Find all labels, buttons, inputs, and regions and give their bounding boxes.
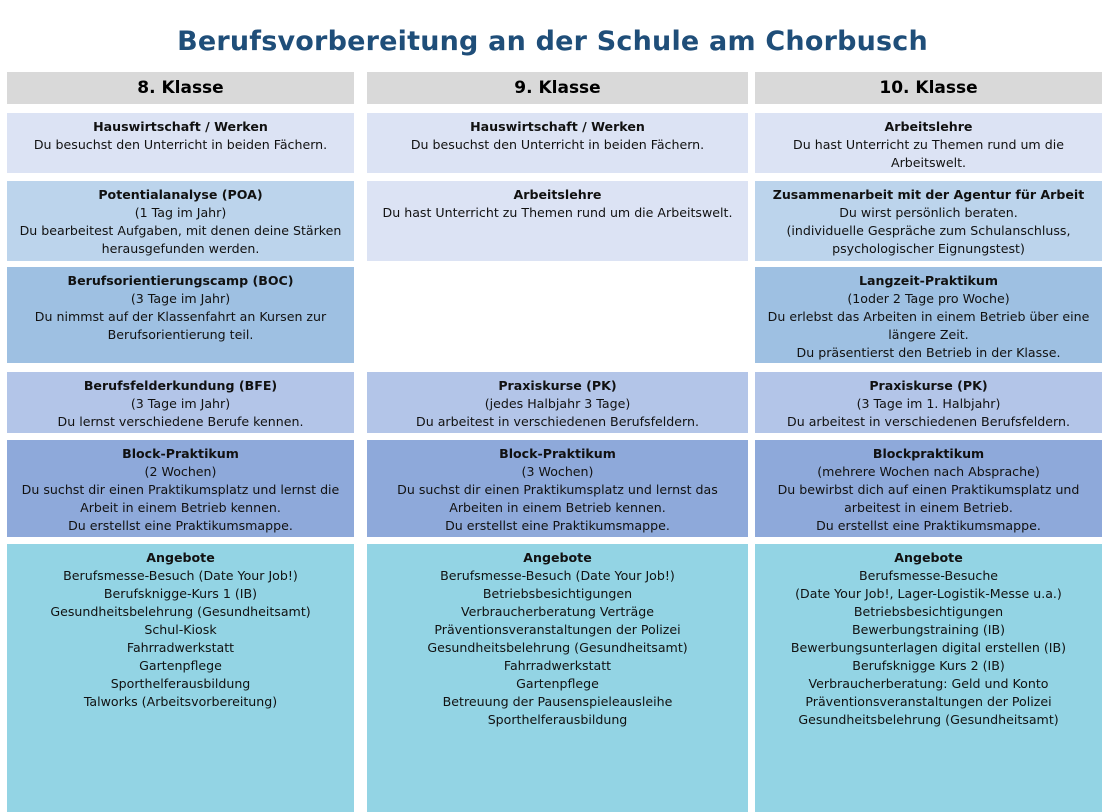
table-cell xyxy=(367,544,748,812)
cell-line: (individuelle Gespräche zum Schulanschluss, xyxy=(786,223,1071,238)
page-title: Berufsvorbereitung an der Schule am Chorbusch xyxy=(177,26,928,57)
cell-title: Praxiskurse (PK) xyxy=(498,378,617,393)
cell-line: Betriebsbesichtigungen xyxy=(482,586,633,601)
table-cell xyxy=(367,113,748,173)
cell-line: Verbraucherberatung: Geld und Konto xyxy=(808,676,1049,691)
cell-title: Block-Praktikum xyxy=(122,446,239,461)
column-header: 10. Klasse xyxy=(755,72,1102,104)
cell-line: Bewerbungsunterlagen digital erstellen (IB) xyxy=(790,640,1067,655)
table-cell xyxy=(755,372,1102,433)
cell-line: Berufsorientierung teil. xyxy=(107,327,254,342)
cell-line: Du bearbeitest Aufgaben, mit denen deine Stärken xyxy=(19,223,342,238)
cell-line: Gesundheitsbelehrung (Gesundheitsamt) xyxy=(798,712,1059,727)
cell-title: Angebote xyxy=(894,550,963,565)
cell-line: Du suchst dir einen Praktikumsplatz und lernst die xyxy=(21,482,340,497)
cell-line: Arbeit in einem Betrieb kennen. xyxy=(80,500,281,515)
cell-title: Langzeit-Praktikum xyxy=(858,273,999,288)
cell-title: Angebote xyxy=(523,550,592,565)
cell-line: Berufsmesse-Besuch (Date Your Job!) xyxy=(440,568,675,583)
cell-line: Berufsmesse-Besuche xyxy=(858,568,999,583)
cell-line: Gartenpflege xyxy=(139,658,222,673)
table-cell xyxy=(755,440,1102,537)
table-cell xyxy=(755,113,1102,173)
cell-line: Du hast Unterricht zu Themen rund um die Arbeitswelt. xyxy=(382,205,733,220)
cell-line: (3 Tage im Jahr) xyxy=(130,396,231,411)
cell-line: Fahrradwerkstatt xyxy=(503,658,612,673)
cell-line: Du präsentierst den Betrieb in der Klasse. xyxy=(796,345,1061,360)
cell-line: Du nimmst auf der Klassenfahrt an Kursen zur xyxy=(34,309,327,324)
cell-line: (1oder 2 Tage pro Woche) xyxy=(847,291,1010,306)
cell-line: Du arbeitest in verschiedenen Berufsfeldern. xyxy=(787,414,1070,429)
cell-line: Du wirst persönlich beraten. xyxy=(839,205,1018,220)
table-cell xyxy=(367,440,748,537)
cell-title: Berufsorientierungscamp (BOC) xyxy=(67,273,294,288)
cell-line: Verbraucherberatung Verträge xyxy=(461,604,654,619)
cell-line: Gesundheitsbelehrung (Gesundheitsamt) xyxy=(50,604,311,619)
cell-line: (3 Tage im 1. Halbjahr) xyxy=(856,396,1001,411)
cell-line: herausgefunden werden. xyxy=(101,241,260,256)
cell-line: Präventionsveranstaltungen der Polizei xyxy=(805,694,1052,709)
cell-title: Block-Praktikum xyxy=(499,446,616,461)
cell-line: (1 Tag im Jahr) xyxy=(134,205,227,220)
cell-line: Du erlebst das Arbeiten in einem Betrieb über eine xyxy=(767,309,1090,324)
cell-title: Berufsfelderkundung (BFE) xyxy=(83,378,278,393)
column-header: 9. Klasse xyxy=(367,72,748,104)
cell-title: Angebote xyxy=(146,550,215,565)
cell-line: Arbeitswelt. xyxy=(890,155,967,170)
table-cell xyxy=(7,372,354,433)
cell-line: Berufsknigge-Kurs 1 (IB) xyxy=(103,586,258,601)
cell-line: (mehrere Wochen nach Absprache) xyxy=(817,464,1040,479)
cell-line: Du arbeitest in verschiedenen Berufsfeldern. xyxy=(416,414,699,429)
cell-line: Arbeiten in einem Betrieb kennen. xyxy=(449,500,666,515)
table-cell xyxy=(7,440,354,537)
cell-line: Du erstellst eine Praktikumsmappe. xyxy=(816,518,1041,533)
cell-title: Praxiskurse (PK) xyxy=(869,378,988,393)
table-cell-empty xyxy=(367,267,748,363)
cell-line: Gesundheitsbelehrung (Gesundheitsamt) xyxy=(427,640,688,655)
cell-line: (3 Tage im Jahr) xyxy=(130,291,231,306)
table-cell xyxy=(7,181,354,261)
table-cell xyxy=(7,267,354,363)
cell-line: Gartenpflege xyxy=(516,676,599,691)
table-cell xyxy=(7,544,354,812)
cell-title: Hauswirtschaft / Werken xyxy=(470,119,645,134)
cell-line: Du erstellst eine Praktikumsmappe. xyxy=(68,518,293,533)
cell-title: Arbeitslehre xyxy=(884,119,973,134)
cell-title: Hauswirtschaft / Werken xyxy=(93,119,268,134)
cell-line: Bewerbungstraining (IB) xyxy=(851,622,1006,637)
cell-line: Betreuung der Pausenspieleausleihe xyxy=(442,694,673,709)
cell-line: Talworks (Arbeitsvorbereitung) xyxy=(83,694,278,709)
cell-line: Fahrradwerkstatt xyxy=(126,640,235,655)
cell-title: Arbeitslehre xyxy=(513,187,602,202)
cell-line: Du erstellst eine Praktikumsmappe. xyxy=(445,518,670,533)
table-cell xyxy=(755,267,1102,363)
cell-line: Du lernst verschiedene Berufe kennen. xyxy=(57,414,304,429)
cell-line: Sporthelferausbildung xyxy=(110,676,251,691)
cell-title: Zusammenarbeit mit der Agentur für Arbeit xyxy=(772,187,1085,202)
cell-line: Du besuchst den Unterricht in beiden Fächern. xyxy=(410,137,705,152)
cell-line: psychologischer Eignungstest) xyxy=(832,241,1025,256)
table-cell xyxy=(367,372,748,433)
cell-title: Blockpraktikum xyxy=(872,446,985,461)
table-cell xyxy=(755,544,1102,812)
cell-line: Berufsknigge Kurs 2 (IB) xyxy=(852,658,1005,673)
cell-line: Du besuchst den Unterricht in beiden Fächern. xyxy=(33,137,328,152)
cell-line: Betriebsbesichtigungen xyxy=(853,604,1004,619)
cell-line: Du suchst dir einen Praktikumsplatz und lernst das xyxy=(397,482,718,497)
cell-line: Du bewirbst dich auf einen Praktikumsplatz und xyxy=(777,482,1080,497)
table-cell xyxy=(755,181,1102,261)
cell-line: Du hast Unterricht zu Themen rund um die xyxy=(793,137,1064,152)
cell-line: (jedes Halbjahr 3 Tage) xyxy=(484,396,631,411)
column-header: 8. Klasse xyxy=(7,72,354,104)
cell-line: (Date Your Job!, Lager-Logistik-Messe u.a.) xyxy=(795,586,1062,601)
table-cell xyxy=(7,113,354,173)
cell-title: Potentialanalyse (POA) xyxy=(98,187,263,202)
cell-line: Präventionsveranstaltungen der Polizei xyxy=(434,622,681,637)
cell-line: (3 Wochen) xyxy=(521,464,594,479)
cell-line: Schul-Kiosk xyxy=(144,622,217,637)
cell-line: arbeitest in einem Betrieb. xyxy=(844,500,1013,515)
cell-line: längere Zeit. xyxy=(888,327,969,342)
cell-line: Berufsmesse-Besuch (Date Your Job!) xyxy=(63,568,298,583)
cell-line: (2 Wochen) xyxy=(144,464,217,479)
cell-line: Sporthelferausbildung xyxy=(487,712,628,727)
table-cell xyxy=(367,181,748,261)
